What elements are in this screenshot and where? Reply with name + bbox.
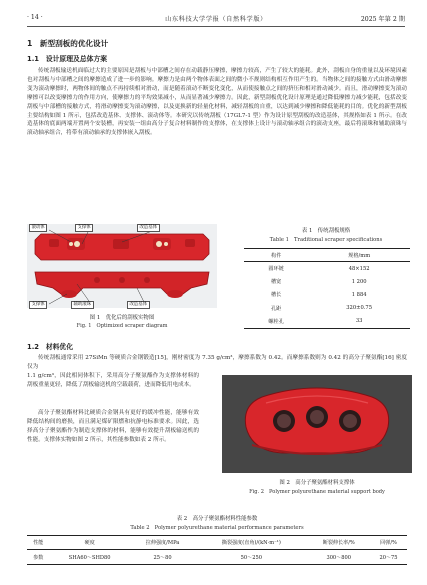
figure-2	[222, 375, 412, 473]
table-row	[244, 315, 410, 329]
table-1	[244, 248, 410, 329]
scraper-photo	[27, 224, 217, 308]
table-1-header: 构件	[244, 249, 308, 262]
table-row	[244, 302, 410, 315]
support-body-photo	[222, 375, 412, 473]
section-1-2-title: 1.2 材料优化	[27, 343, 74, 351]
callout-support-body-2: 支撑体	[29, 301, 47, 309]
callout-base-body: 改造基体	[137, 224, 160, 232]
page-number: · 14 ·	[27, 14, 43, 21]
figure-1-caption-en: Fig. 1 Optimized scraper diagram	[76, 323, 168, 329]
table-2-header: 断裂伸长率/%	[307, 536, 370, 550]
table-cell: 48×152	[348, 265, 370, 272]
table-2-header: 撕裂强度(直角)/(kN·m⁻¹)	[195, 536, 307, 550]
journal-title: 山东科技大学学报（自然科学版）	[165, 16, 267, 23]
section-1-1-paragraph: 传统刮板输送机面临过大的主要原因是刮板与中部槽之间存在动载静压摩擦，摩擦力较高，产生了较大的能耗。此外，刮板自身的重量以及环境因素也对刮板与中部槽之间的摩擦造成了进一步的影响。摩擦力是由两个物体表面之间的微小不规则结构相互作用产生的。当物体之间的接触方式由滑动摩擦变为滚动摩擦时，两物体间的触点不再持续相对滑动，而是随着滚动不断变化变化，从而使接触点之间的挤压和相对滑动减少。而且，滑动摩擦变为滚动摩擦可以改变摩擦力的作用方向，使摩擦力的平均效果减小，从而显著减少摩擦力。因此，新型刮板优化设计原理是通过降低摩擦力减少能耗，包括改变刮板与中部槽的接触方式，将滑动摩擦变为滚动摩擦，以及更换新的轻量化材料，减轻刮板的自重，以达到减少摩擦和降低能耗的目的。优化的新型刮板主要结构如图 1 所示，包括改造基体、支撑体、滚动体等。本研究以传统刮板（17GL7-1 型）作为设计原型刮板的改造基体，其规格如表 1 所示。在改造基体的底面两端开置两个安装槽，再安装一组由高分子复合材料制作的支撑体，在支撑体上设计与滚动轴承组合的滚动支座，最后将滚珠和辅助滚珠与滚动轴承组合，将带有滚动轴承的支撑体嵌入刮板。	[27, 68, 407, 137]
table-cell: 1 200	[351, 278, 367, 285]
table-cell: 槽长	[270, 292, 282, 299]
callout-support-body: 支撑体	[75, 224, 93, 232]
callout-aux-balls: 辅助滚珠	[71, 301, 94, 309]
table-cell: 1 884	[351, 291, 367, 298]
table-cell: SHA60～SHD80	[49, 550, 129, 565]
table-cell: 20～75	[370, 550, 407, 565]
callout-rolling-body: 滚动体	[29, 224, 47, 232]
figure-1	[27, 224, 217, 308]
section-1-2-paragraph-left-2: 高分子聚氨酯材料比硬质合金钢具有更好的缓冲性能，能够有效降低结构间的磨损，而且满足煤矿限燃和抗静电标准要求。因此，选择高分子聚氨酯作为制造支撑体的材料，能够有效提升刮板输送机的性能。支撑体实物如图 2 所示，其性能参数如表 2 所示。	[27, 410, 199, 443]
table-2-header: 拉伸强度/MPa	[130, 536, 195, 550]
table-2-header: 硬度	[49, 536, 129, 550]
table-row	[244, 288, 410, 301]
section-1-2-paragraph-left: 1.1 g/cm³，因此相同体积下，采用高分子聚氨酯作为支撑体材料的刮板重量更轻，降低了刮板输送机的空载载荷，进而降低用电成本。	[27, 373, 199, 388]
table-row	[244, 275, 410, 288]
table-2-caption-en: Table 2 Polymer polyurethane material performance parameters	[130, 525, 304, 531]
table-cell: 槽宽	[270, 279, 282, 286]
table-cell: 320±0.75	[346, 305, 373, 312]
table-row	[27, 550, 407, 565]
figure-1-caption: 图 1 优化后的刮板实物图	[89, 315, 155, 321]
table-cell: 螺栓孔	[244, 315, 308, 329]
table-row	[244, 262, 410, 276]
table-cell: 50～250	[195, 550, 307, 565]
section-1-2-paragraph-top: 传统刮板通常采用 27SiMn 等硬质合金钢锻造[15]，刚材密度为 7.35 g/cm³，摩擦系数为 0.42。而摩擦系数则为 0.42 的高分子聚氨酯[16] 密度仅为	[27, 355, 407, 370]
section-1-title: 1 新型刮板的优化设计	[27, 39, 109, 48]
table-2-caption: 表 2 高分子聚氨酯材料性能参数	[176, 516, 258, 522]
table-1-caption: 表 1 传统刮板规格	[301, 228, 351, 234]
section-1-1-title: 1.1 设计原理及总体方案	[27, 55, 108, 63]
running-header	[27, 14, 405, 27]
issue-label: 2025 年第 2 期	[360, 16, 405, 23]
table-1-caption-en: Table 1 Traditional scraper specifications	[269, 237, 383, 243]
table-2	[27, 535, 407, 565]
table-cell: 25～80	[130, 550, 195, 565]
table-cell: 33	[308, 315, 410, 329]
table-cell: 300～800	[307, 550, 370, 565]
callout-base-body-2: 改造基体	[127, 301, 150, 309]
table-2-header: 回弹/%	[370, 536, 407, 550]
figure-2-caption: 图 2 高分子聚氨酯材料支撑体	[279, 480, 355, 486]
figure-2-caption-en: Fig. 2 Polymer polyurethane material support body	[249, 489, 385, 495]
table-cell: 参数	[27, 550, 49, 565]
table-1-header: 规格/mm	[308, 249, 410, 262]
table-2-header: 性能	[27, 536, 49, 550]
table-cell: 圆环链	[268, 266, 284, 273]
table-cell: 孔距	[270, 305, 282, 312]
